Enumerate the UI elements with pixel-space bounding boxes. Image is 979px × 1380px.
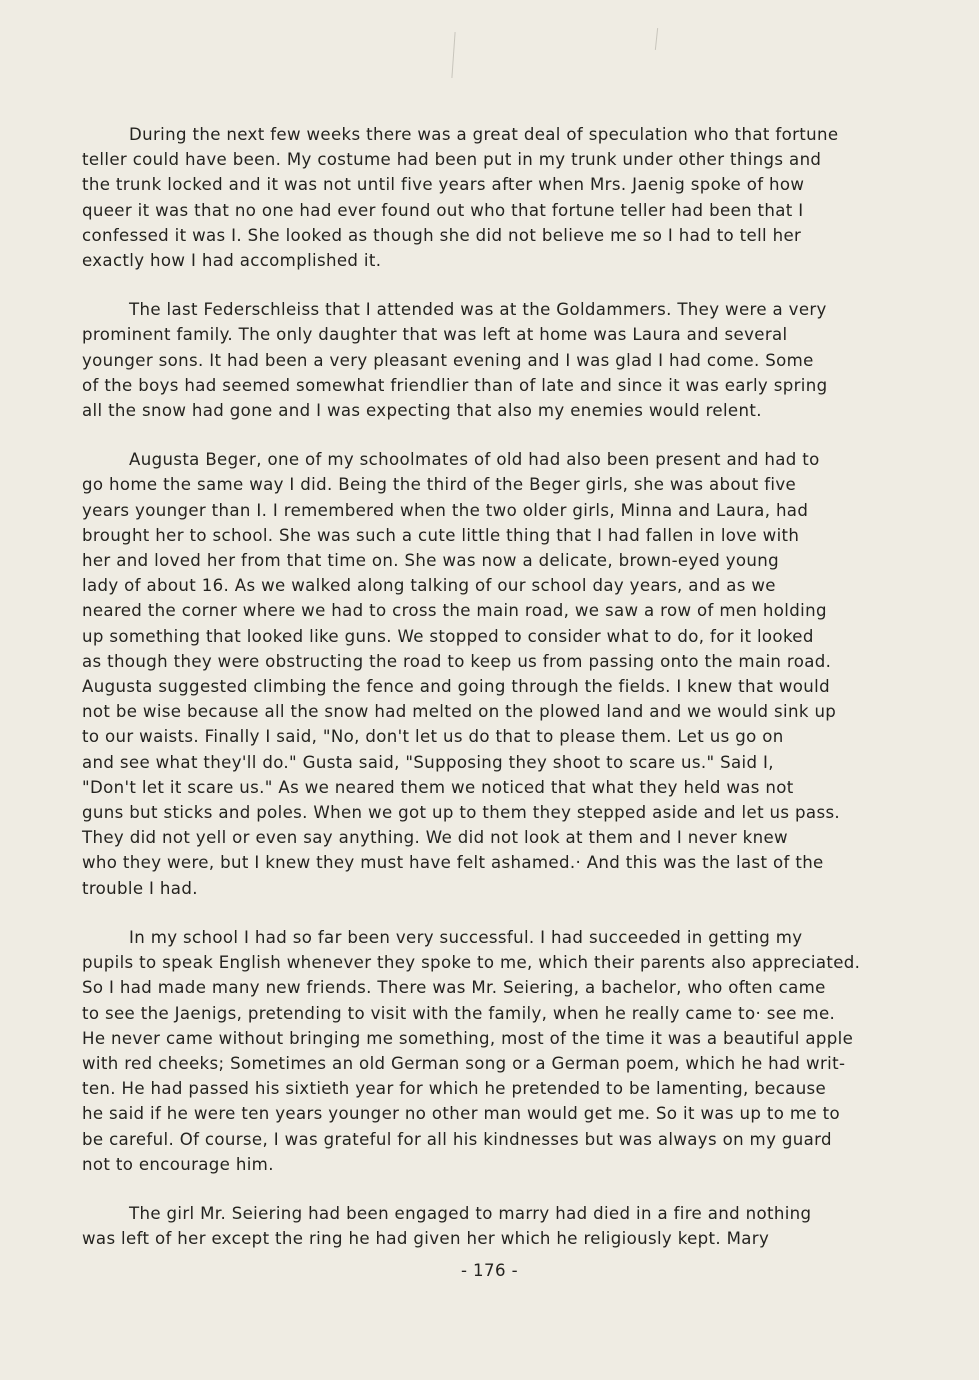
text-line: up something that looked like guns. We stopped to consider what to do, for it looked [82,626,814,646]
paper-mark [655,28,658,50]
text-line: was left of her except the ring he had given her which he religiously kept. Mary [82,1229,770,1249]
text-line: and see what they'll do." Gusta said, "Supposing they shoot to scare us." Said I, [82,752,774,772]
page-number: - 176 - [461,1261,518,1280]
text-line: to see the Jaenigs, pretending to visit with the family, when he really came to· see me. [82,1003,836,1023]
text-line: The girl Mr. Seiering had been engaged to marry had died in a fire and nothing [129,1203,812,1223]
text-line: with red cheeks; Sometimes an old German song or a German poem, which he had writ- [82,1053,846,1073]
text-line: not be wise because all the snow had melted on the plowed land and we would sink up [82,702,837,722]
text-line: lady of about 16. As we walked along talking of our school day years, and as we [82,576,776,596]
text-line: who they were, but I knew they must have felt ashamed.· And this was the last of the [82,853,824,873]
text-line: queer it was that no one had ever found out who that fortune teller had been that I [82,200,804,220]
text-line: as though they were obstructing the road to keep us from passing onto the main road. [82,651,832,671]
text-line: neared the corner where we had to cross the main road, we saw a row of men holding [82,601,827,621]
text-line: ten. He had passed his sixtieth year for which he pretended to be lamenting, because [82,1079,827,1099]
text-line: years younger than I. I remembered when the two older girls, Minna and Laura, had [82,500,809,520]
text-line: They did not yell or even say anything. We did not look at them and I never knew [82,828,788,848]
paragraph-5 [82,1201,928,1251]
text-line: the trunk locked and it was not until five years after when Mrs. Jaenig spoke of how [82,175,805,195]
text-line: be careful. Of course, I was grateful for all his kindnesses but was always on my guard [82,1129,832,1149]
text-line: exactly how I had accomplished it. [82,251,382,271]
text-line: prominent family. The only daughter that was left at home was Laura and several [82,325,788,345]
text-line: teller could have been. My costume had been put in my trunk under other things and [82,150,822,170]
text-line: brought her to school. She was such a cute little thing that I had fallen in love with [82,525,800,545]
text-line: So I had made many new friends. There was Mr. Seiering, a bachelor, who often came [82,978,826,998]
text-line: not to encourage him. [82,1154,274,1174]
text-line: her and loved her from that time on. She was now a delicate, brown-eyed young [82,551,780,571]
text-line: to our waists. Finally I said, "No, don't let us do that to please them. Let us go on [82,727,784,747]
text-line: all the snow had gone and I was expecting that also my enemies would relent. [82,401,762,421]
text-line: go home the same way I did. Being the third of the Beger girls, she was about five [82,475,797,495]
text-line: of the boys had seemed somewhat friendlier than of late and since it was early spring [82,375,828,395]
text-line: trouble I had. [82,878,198,898]
text-line: confessed it was I. She looked as though she did not believe me so I had to tell her [82,225,802,245]
text-line: Augusta suggested climbing the fence and going through the fields. I knew that would [82,677,830,697]
text-line: In my school I had so far been very successful. I had succeeded in getting my [129,927,803,947]
paragraph-3 [82,447,928,901]
paragraph-2 [82,297,928,423]
body-text [82,122,928,1251]
text-line: During the next few weeks there was a great deal of speculation who that fortune [129,125,839,144]
text-line: younger sons. It had been a very pleasant evening and I was glad I had come. Some [82,350,814,370]
paragraph-1 [82,122,928,273]
paper-mark [451,32,455,78]
text-line: he said if he were ten years younger no other man would get me. So it was up to me to [82,1104,840,1124]
paragraph-4 [82,925,928,1177]
text-line: The last Federschleiss that I attended was at the Goldammers. They were a very [129,300,827,320]
text-line: He never came without bringing me something, most of the time it was a beautiful apple [82,1028,854,1048]
text-line: "Don't let it scare us." As we neared them we noticed that what they held was not [82,777,794,797]
text-line: pupils to speak English whenever they spoke to me, which their parents also appreciated. [82,953,861,973]
text-line: guns but sticks and poles. When we got up to them they stepped aside and let us pass. [82,803,841,823]
text-line: Augusta Beger, one of my schoolmates of old had also been present and had to [129,450,820,470]
